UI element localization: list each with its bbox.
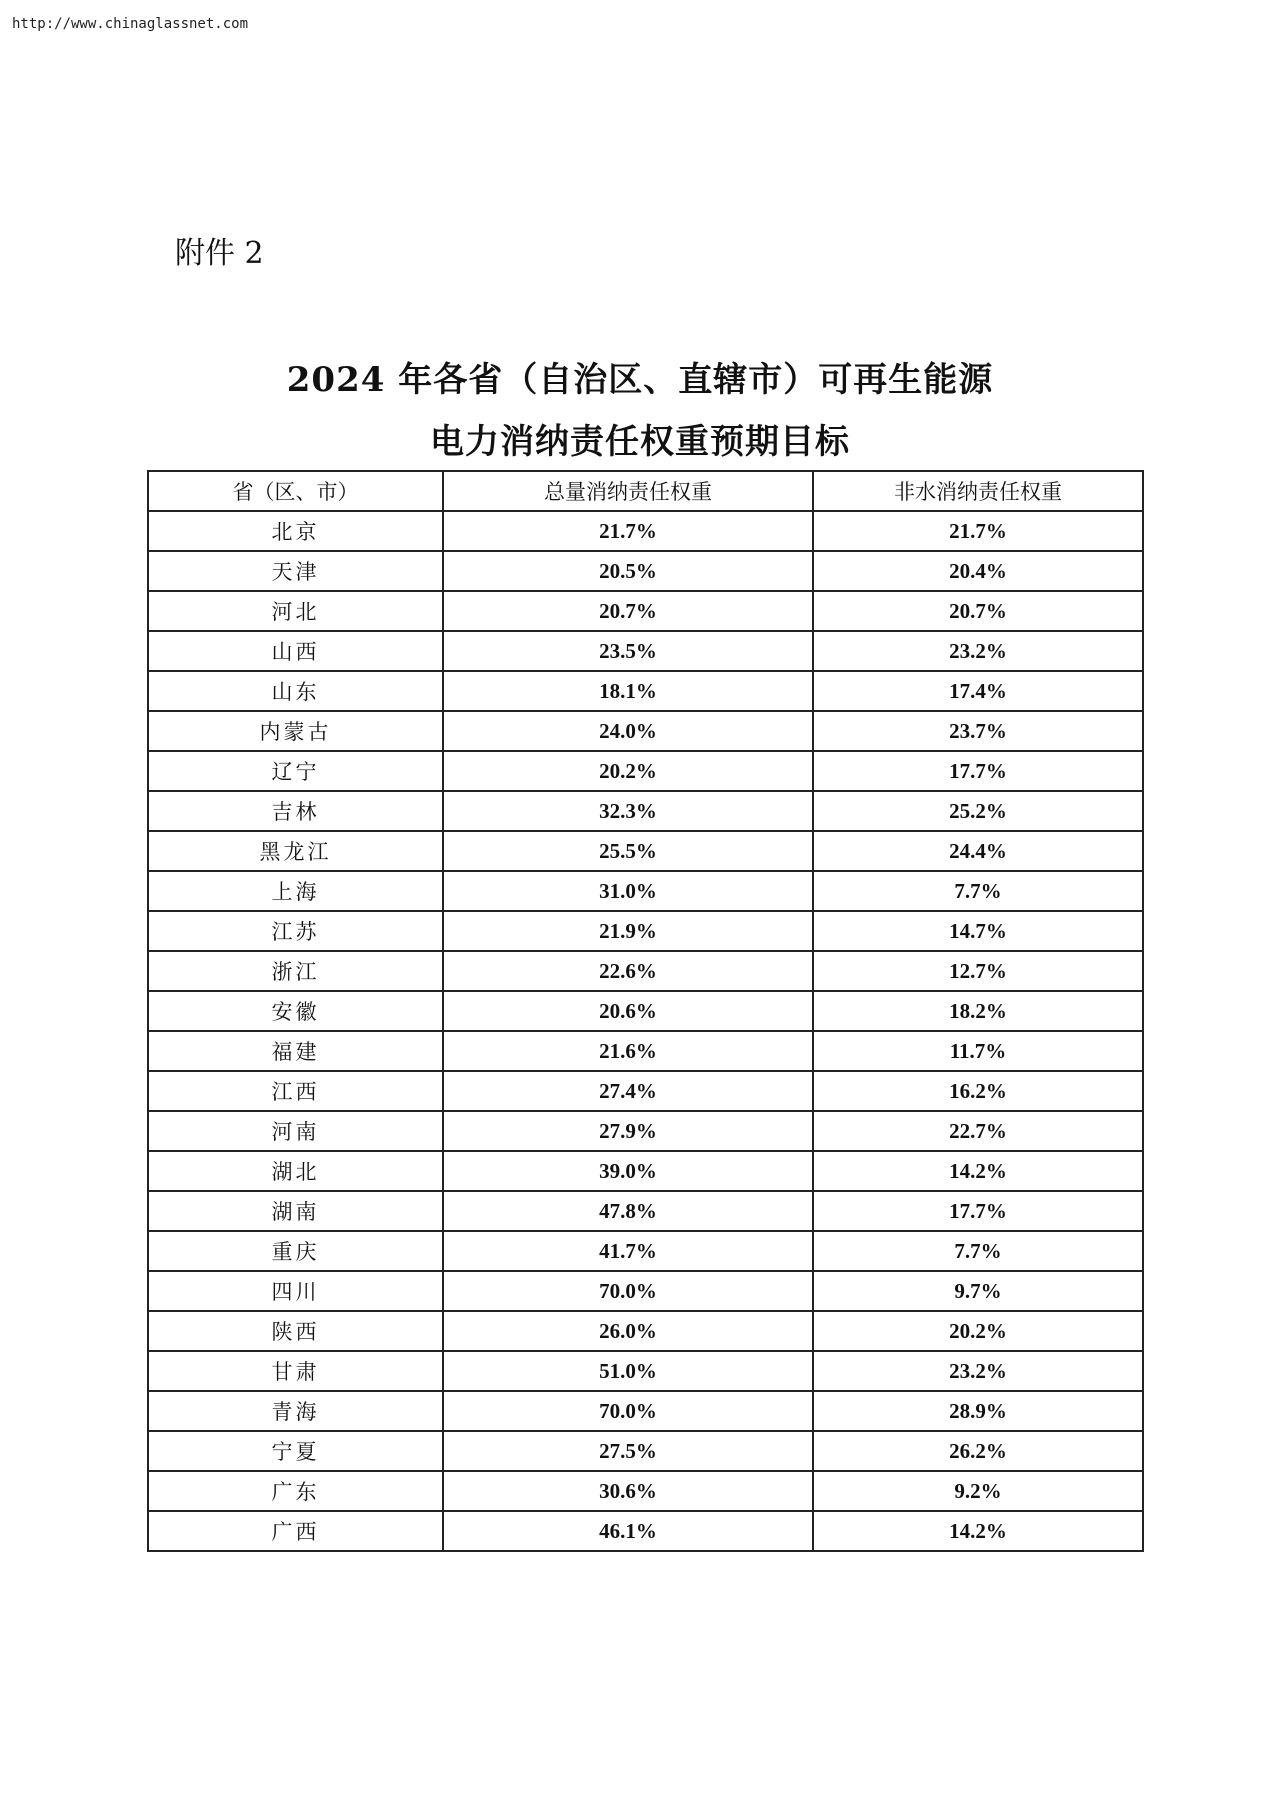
non-hydro-weight-cell: 20.4% <box>813 551 1143 591</box>
province-cell: 陕西 <box>148 1311 443 1351</box>
table-row <box>148 671 1143 711</box>
province-cell: 四川 <box>148 1271 443 1311</box>
province-cell: 上海 <box>148 871 443 911</box>
non-hydro-weight-cell: 9.2% <box>813 1471 1143 1511</box>
total-weight-cell: 26.0% <box>443 1311 813 1351</box>
table-row <box>148 511 1143 551</box>
non-hydro-weight-cell: 23.7% <box>813 711 1143 751</box>
province-cell: 山东 <box>148 671 443 711</box>
province-cell: 宁夏 <box>148 1431 443 1471</box>
non-hydro-weight-cell: 14.2% <box>813 1511 1143 1551</box>
total-weight-cell: 25.5% <box>443 831 813 871</box>
non-hydro-weight-cell: 7.7% <box>813 871 1143 911</box>
total-weight-cell: 20.5% <box>443 551 813 591</box>
province-cell: 青海 <box>148 1391 443 1431</box>
non-hydro-weight-cell: 25.2% <box>813 791 1143 831</box>
total-weight-cell: 24.0% <box>443 711 813 751</box>
table-row <box>148 591 1143 631</box>
province-cell: 黑龙江 <box>148 831 443 871</box>
table-row <box>148 871 1143 911</box>
header-total-weight: 总量消纳责任权重 <box>443 471 813 511</box>
province-cell: 广西 <box>148 1511 443 1551</box>
table-row <box>148 1071 1143 1111</box>
table-row <box>148 711 1143 751</box>
total-weight-cell: 18.1% <box>443 671 813 711</box>
province-cell: 江苏 <box>148 911 443 951</box>
non-hydro-weight-cell: 23.2% <box>813 1351 1143 1391</box>
table-row <box>148 911 1143 951</box>
non-hydro-weight-cell: 14.7% <box>813 911 1143 951</box>
province-cell: 辽宁 <box>148 751 443 791</box>
table-row <box>148 831 1143 871</box>
total-weight-cell: 20.6% <box>443 991 813 1031</box>
total-weight-cell: 70.0% <box>443 1391 813 1431</box>
province-cell: 河南 <box>148 1111 443 1151</box>
total-weight-cell: 70.0% <box>443 1271 813 1311</box>
non-hydro-weight-cell: 11.7% <box>813 1031 1143 1071</box>
table-row <box>148 1511 1143 1551</box>
total-weight-cell: 22.6% <box>443 951 813 991</box>
table-header-row <box>148 471 1143 511</box>
non-hydro-weight-cell: 23.2% <box>813 631 1143 671</box>
table-row <box>148 791 1143 831</box>
total-weight-cell: 31.0% <box>443 871 813 911</box>
non-hydro-weight-cell: 26.2% <box>813 1431 1143 1471</box>
non-hydro-weight-cell: 18.2% <box>813 991 1143 1031</box>
table-row <box>148 1391 1143 1431</box>
non-hydro-weight-cell: 14.2% <box>813 1151 1143 1191</box>
source-url: http://www.chinaglassnet.com <box>12 16 249 32</box>
table-row <box>148 1151 1143 1191</box>
province-cell: 内蒙古 <box>148 711 443 751</box>
non-hydro-weight-cell: 9.7% <box>813 1271 1143 1311</box>
total-weight-cell: 51.0% <box>443 1351 813 1391</box>
province-cell: 福建 <box>148 1031 443 1071</box>
total-weight-cell: 20.2% <box>443 751 813 791</box>
table-row <box>148 991 1143 1031</box>
table-row <box>148 1031 1143 1071</box>
province-cell: 广东 <box>148 1471 443 1511</box>
province-cell: 重庆 <box>148 1231 443 1271</box>
non-hydro-weight-cell: 7.7% <box>813 1231 1143 1271</box>
total-weight-cell: 46.1% <box>443 1511 813 1551</box>
document-title-line-2: 电力消纳责任权重预期目标 <box>430 422 850 462</box>
total-weight-cell: 27.9% <box>443 1111 813 1151</box>
non-hydro-weight-cell: 16.2% <box>813 1071 1143 1111</box>
attachment-label: 附件 2 <box>175 236 264 271</box>
table-body <box>148 511 1143 1551</box>
total-weight-cell: 41.7% <box>443 1231 813 1271</box>
document-title-line-1: 2024 年各省（自治区、直辖市）可再生能源 <box>286 360 994 400</box>
non-hydro-weight-cell: 20.2% <box>813 1311 1143 1351</box>
total-weight-cell: 23.5% <box>443 631 813 671</box>
table-row <box>148 1111 1143 1151</box>
province-cell: 安徽 <box>148 991 443 1031</box>
header-province: 省（区、市） <box>148 471 443 511</box>
table-row <box>148 1351 1143 1391</box>
table-row <box>148 1271 1143 1311</box>
non-hydro-weight-cell: 20.7% <box>813 591 1143 631</box>
total-weight-cell: 47.8% <box>443 1191 813 1231</box>
province-cell: 江西 <box>148 1071 443 1111</box>
table-row <box>148 1311 1143 1351</box>
total-weight-cell: 21.7% <box>443 511 813 551</box>
header-non-hydro-weight: 非水消纳责任权重 <box>813 471 1143 511</box>
total-weight-cell: 20.7% <box>443 591 813 631</box>
total-weight-cell: 32.3% <box>443 791 813 831</box>
non-hydro-weight-cell: 24.4% <box>813 831 1143 871</box>
total-weight-cell: 27.4% <box>443 1071 813 1111</box>
province-cell: 天津 <box>148 551 443 591</box>
table-row <box>148 751 1143 791</box>
total-weight-cell: 27.5% <box>443 1431 813 1471</box>
province-cell: 浙江 <box>148 951 443 991</box>
province-cell: 北京 <box>148 511 443 551</box>
table-row <box>148 631 1143 671</box>
table-row <box>148 551 1143 591</box>
province-cell: 河北 <box>148 591 443 631</box>
non-hydro-weight-cell: 28.9% <box>813 1391 1143 1431</box>
non-hydro-weight-cell: 17.7% <box>813 1191 1143 1231</box>
non-hydro-weight-cell: 12.7% <box>813 951 1143 991</box>
table-row <box>148 1231 1143 1271</box>
non-hydro-weight-cell: 21.7% <box>813 511 1143 551</box>
province-cell: 湖南 <box>148 1191 443 1231</box>
non-hydro-weight-cell: 22.7% <box>813 1111 1143 1151</box>
province-cell: 吉林 <box>148 791 443 831</box>
province-cell: 湖北 <box>148 1151 443 1191</box>
total-weight-cell: 30.6% <box>443 1471 813 1511</box>
table-row <box>148 1471 1143 1511</box>
province-cell: 山西 <box>148 631 443 671</box>
table-row <box>148 951 1143 991</box>
table-row <box>148 1191 1143 1231</box>
weight-targets-table <box>147 470 1144 1552</box>
non-hydro-weight-cell: 17.7% <box>813 751 1143 791</box>
total-weight-cell: 21.9% <box>443 911 813 951</box>
province-cell: 甘肃 <box>148 1351 443 1391</box>
table-row <box>148 1431 1143 1471</box>
total-weight-cell: 21.6% <box>443 1031 813 1071</box>
non-hydro-weight-cell: 17.4% <box>813 671 1143 711</box>
total-weight-cell: 39.0% <box>443 1151 813 1191</box>
